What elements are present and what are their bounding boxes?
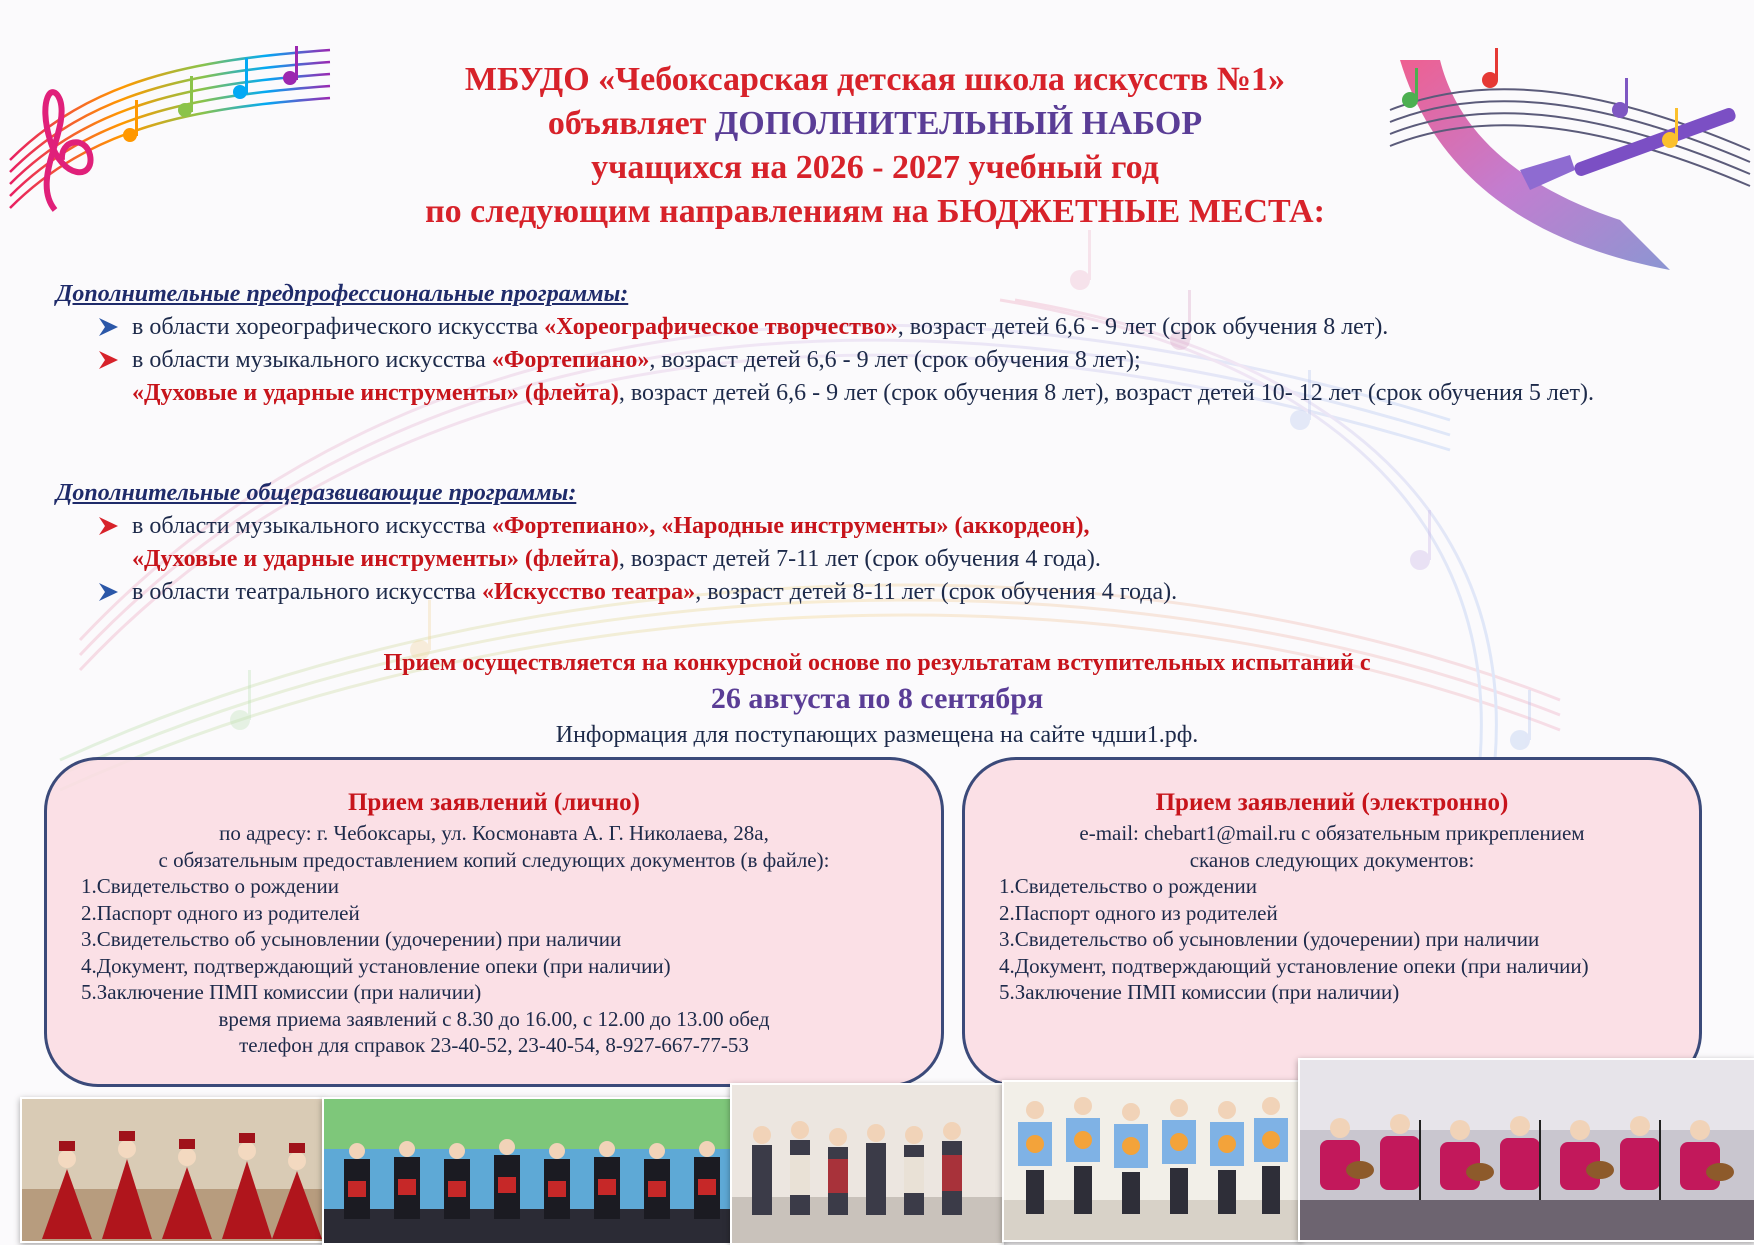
documents-note: с обязательным предоставлением копий следующих документов (в файле):	[158, 847, 830, 872]
arrow-bullet-icon	[96, 347, 122, 373]
in-person-title: Прием заявлений (лично)	[347, 789, 641, 816]
arrow-bullet-icon	[96, 579, 122, 605]
email-line: e-mail: chebart1@mail.ru с обязательным прикреплением	[1079, 821, 1585, 845]
item-text: в области музыкального искусства	[132, 513, 492, 539]
program-name: «Фортепиано», «Народные инструменты» (аккордеон),	[491, 513, 1090, 539]
art-class-photo-icon	[1002, 1080, 1302, 1242]
announcement-prefix: объявляет	[547, 105, 715, 142]
additional-enrollment: ДОПОЛНИТЕЛЬНЫЙ НАБОР	[714, 105, 1203, 142]
admission-info	[0, 646, 1754, 752]
general-section	[56, 477, 1706, 609]
list-item	[56, 344, 1706, 377]
item-details: , возраст детей 6,6 - 9 лет (срок обучения 8 лет), возраст детей 10- 12 лет (срок обучения 5 лет).	[618, 380, 1594, 406]
item-text: в области музыкального искусства	[132, 347, 492, 373]
accordion-ensemble-photo-icon	[322, 1097, 738, 1245]
list-item: 1.Свидетельство о рождении	[81, 874, 339, 898]
announcement-line	[300, 102, 1450, 146]
music-staff-icon	[0, 40, 340, 220]
in-person-application-box	[44, 757, 944, 1087]
theatre-class-photo-icon	[730, 1083, 1004, 1245]
item-details: , возраст детей 6,6 - 9 лет (срок обучения 8 лет).	[897, 314, 1389, 340]
list-item	[56, 510, 1706, 543]
preprofessional-section	[56, 278, 1706, 410]
program-name: «Духовые и ударные инструменты» (флейта)	[132, 380, 619, 406]
documents-list	[47, 873, 941, 1006]
list-item	[56, 576, 1706, 609]
reception-hours: время приема заявлений с 8.30 до 16.00, с 12.00 до 13.00 обед	[218, 1006, 770, 1031]
program-name: «Духовые и ударные инструменты» (флейта)	[132, 546, 619, 572]
address: по адресу: г. Чебоксары, ул. Космонавта А. Г. Николаева, 28а,	[219, 821, 769, 845]
announcement-header	[300, 58, 1450, 234]
general-title: Дополнительные общеразвивающие программы:	[56, 480, 577, 506]
phone-numbers: телефон для справок 23-40-52, 23-40-54, 8-927-667-77-53	[239, 1033, 749, 1057]
list-item	[56, 311, 1706, 344]
budget-places-line: по следующим направлениям на БЮДЖЕТНЫЕ МЕСТА:	[425, 193, 1325, 230]
documents-note: сканов следующих документов:	[1189, 847, 1475, 872]
dance-photo-icon	[20, 1097, 324, 1243]
arrow-bullet-icon	[96, 513, 122, 539]
preprofessional-title: Дополнительные предпрофессиональные программы:	[56, 281, 629, 307]
item-text: в области хореографического искусства	[132, 314, 545, 340]
item-details: , возраст детей 6,6 - 9 лет (срок обучения 8 лет);	[649, 347, 1141, 373]
item-details: , возраст детей 8-11 лет (срок обучения 4 года).	[695, 579, 1178, 605]
school-name: МБУДО «Чебоксарская детская школа искусств №1»	[464, 61, 1286, 98]
list-item: 1.Свидетельство о рождении	[999, 874, 1257, 898]
admission-basis: Прием осуществляется на конкурсной основе по результатам вступительных испытаний с	[383, 650, 1371, 676]
list-item: 2.Паспорт одного из родителей	[999, 900, 1278, 925]
electronic-title: Прием заявлений (электронно)	[1155, 789, 1509, 816]
program-name: «Хореографическое творчество»	[544, 314, 898, 340]
list-item: 3.Свидетельство об усыновлении (удочерении) при наличии	[81, 927, 622, 951]
item-details: , возраст детей 7-11 лет (срок обучения 4 года).	[618, 546, 1101, 572]
list-item: 4.Документ, подтверждающий установление опеки (при наличии)	[81, 953, 671, 978]
list-item: 4.Документ, подтверждающий установление опеки (при наличии)	[999, 953, 1589, 978]
electronic-application-box	[962, 757, 1702, 1087]
website-info: Информация для поступающих размещена на сайте чдши1.рф.	[555, 722, 1199, 748]
list-item: 3.Свидетельство об усыновлении (удочерении) при наличии	[999, 927, 1540, 951]
program-name: «Искусство театра»	[481, 579, 696, 605]
list-item: 5.Заключение ПМП комиссии (при наличии)	[81, 980, 482, 1004]
list-item-continuation	[56, 377, 1706, 410]
arrow-bullet-icon	[96, 314, 122, 340]
orchestra-photo-icon	[1298, 1058, 1754, 1242]
admission-dates: 26 августа по 8 сентября	[710, 682, 1044, 715]
program-name: «Фортепиано»	[491, 347, 650, 373]
list-item: 2.Паспорт одного из родителей	[81, 900, 360, 925]
list-item-continuation	[56, 543, 1706, 576]
item-text: в области театрального искусства	[132, 579, 482, 605]
documents-list	[965, 873, 1699, 1006]
academic-year: учащихся на 2026 - 2027 учебный год	[591, 149, 1159, 186]
list-item: 5.Заключение ПМП комиссии (при наличии)	[999, 980, 1400, 1004]
